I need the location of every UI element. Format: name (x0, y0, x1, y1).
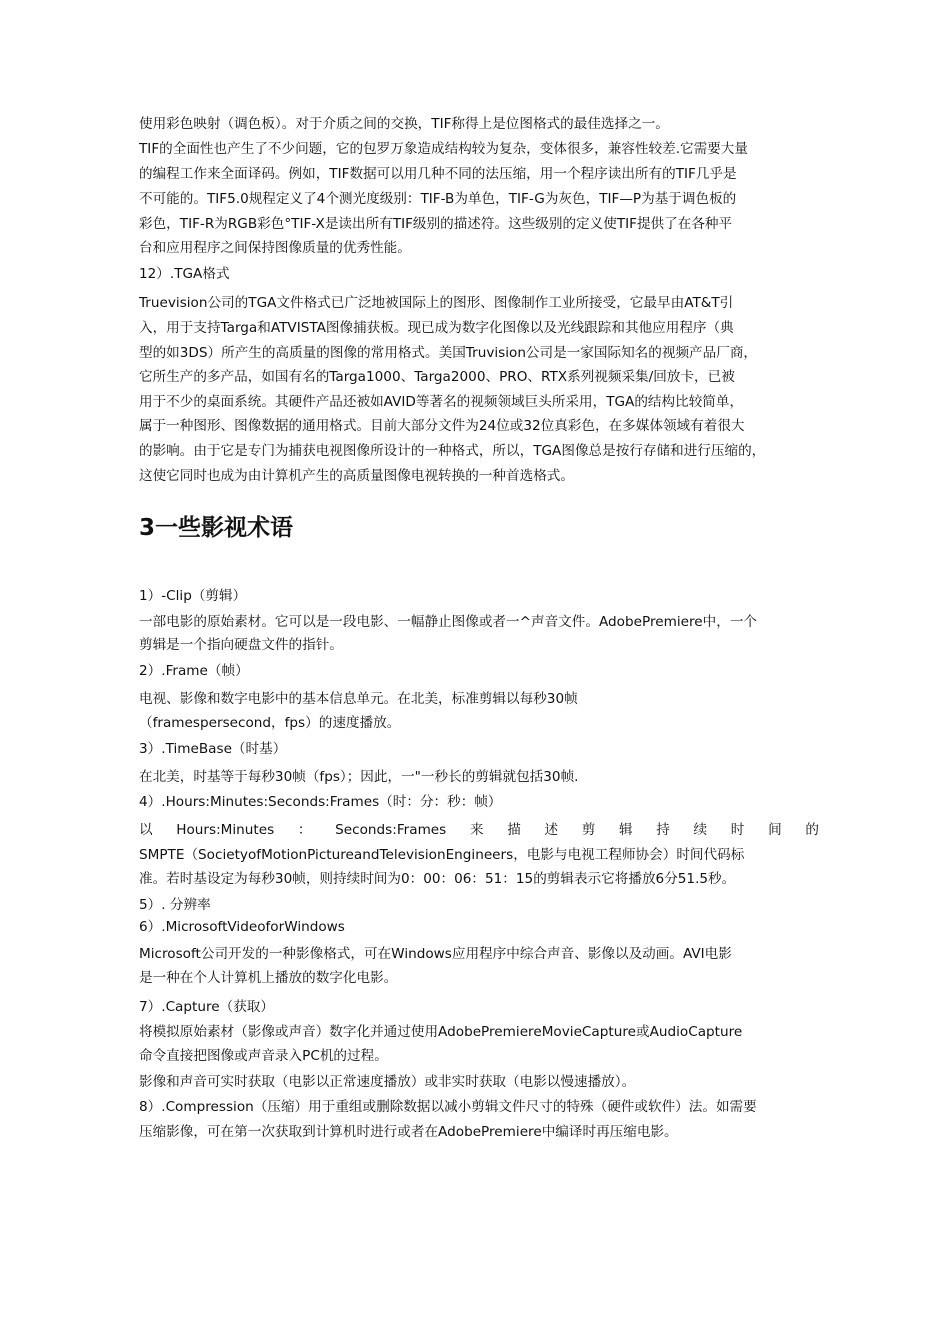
term-heading: 3）.TimeBase（时基） (139, 741, 287, 757)
word: 剪 (581, 822, 596, 838)
paragraph-line: Microsoft公司开发的一种影像格式，可在Windows应用程序中综合声音、影像以及动画。AVI电影 (139, 946, 732, 962)
paragraph-line: 的编程工作来全面译码。例如，TIF数据可以用几种不同的法压缩，用一个程序读出所有的TIF几乎是 (139, 166, 737, 182)
paragraph-line: 将模拟原始素材（影像或声音）数字化并通过使用AdobePremiereMovieCapture或AudioCapture (139, 1024, 743, 1040)
paragraph-line: 电视、影像和数字电影中的基本信息单元。在北美，标准剪辑以每秒30帧 (139, 691, 578, 707)
paragraph-line: 入，用于支持Targa和ATVISTA图像捕获板。现已成为数字化图像以及光线跟踪和其他应用程序（典 (139, 320, 734, 336)
word: Hours:Minutes (176, 822, 275, 838)
section-subheading: 12）.TGA格式 (139, 266, 230, 282)
paragraph-line: TIF的全面性也产生了不少问题，它的包罗万象造成结构较为复杂，变体很多，兼容性较差.它需要大量 (139, 141, 748, 157)
paragraph-line: 属于一种图形、图像数据的通用格式。目前大部分文件为24位或32位真彩色，在多媒体领域有着很大 (139, 418, 745, 434)
paragraph-line: 用于不少的桌面系统。其硬件产品还被如AVID等著名的视频领域巨头所采用，TGA的结构比较简单， (139, 394, 744, 410)
paragraph-line: Truevision公司的TGA文件格式已广泛地被国际上的图形、图像制作工业所接受，它最早由AT&T引 (139, 295, 734, 311)
word: 的 (805, 822, 819, 838)
paragraph-line: （framespersecond，fps）的速度播放。 (139, 715, 401, 731)
section-heading: 3一些影视术语 (139, 515, 294, 541)
term-heading: 7）.Capture（获取） (139, 999, 274, 1015)
paragraph-line: 命令直接把图像或声音录入PC机的过程。 (139, 1048, 388, 1064)
word: Seconds:Frames (335, 822, 447, 838)
paragraph-line: 台和应用程序之间保持图像质量的优秀性能。 (139, 240, 411, 256)
justified-line (139, 818, 819, 842)
paragraph-line: 在北美，时基等于每秒30帧（fps）；因此，一"一秒长的剪辑就包括30帧. (139, 769, 579, 785)
paragraph-line: 的影响。由于它是专门为捕获电视图像所设计的一种格式，所以，TGA图像总是按行存储和进行压缩的， (139, 443, 766, 459)
term-heading: 1）-Clip（剪辑） (139, 588, 247, 604)
paragraph-line: 不可能的。TIF5.0规程定义了4个测光度级别：TIF-B为单色，TIF-G为灰色，TIF—P为基于调色板的 (139, 191, 737, 207)
paragraph-line: 压缩影像，可在第一次获取到计算机时进行或者在AdobePremiere中编译时再压缩电影。 (139, 1124, 678, 1140)
paragraph-line: 准。若时基设定为每秒30帧，则持续时间为0：00：06：51：15的剪辑表示它将播放6分51.5秒。 (139, 871, 736, 887)
paragraph-line: 剪辑是一个指向硬盘文件的指针。 (139, 637, 343, 653)
term-heading: 2）.Frame（帧） (139, 663, 249, 679)
word: 辑 (619, 822, 633, 838)
word: 述 (544, 822, 559, 838)
word: 续 (693, 822, 708, 838)
word: ： (297, 822, 312, 838)
word: 持 (656, 822, 670, 838)
term-heading: 5）. 分辨率 (139, 897, 211, 913)
word: 间 (768, 822, 782, 838)
paragraph-line: 影像和声音可实时获取（电影以正常速度播放）或非实时获取（电影以慢速播放）。 (139, 1074, 636, 1090)
term-heading: 6）.MicrosoftVideoforWindows (139, 919, 345, 935)
paragraph-line: 使用彩色映射（调色板）。对于介质之间的交换，TIF称得上是位图格式的最佳选择之一。 (139, 116, 669, 132)
term-heading: 4）.Hours:Minutes:Seconds:Frames（时：分：秒：帧） (139, 794, 502, 810)
paragraph-line: 这使它同时也成为由计算机产生的高质量图像电视转换的一种首选格式。 (139, 468, 574, 484)
paragraph-line: 是一种在个人计算机上播放的数字化电影。 (139, 970, 398, 986)
paragraph-line: 8）.Compression（压缩）用于重组或删除数据以减小剪辑文件尺寸的特殊（硬件或软件）法。如需要 (139, 1099, 757, 1115)
paragraph-line: SMPTE（SocietyofMotionPictureandTelevisionEngineers，电影与电视工程师协会）时间代码标 (139, 847, 745, 863)
paragraph-line: 彩色，TIF-R为RGB彩色°TIF-X是读出所有TIF级别的描述符。这些级别的定义使TIF提供了在各种平 (139, 216, 733, 232)
word: 时 (730, 822, 745, 838)
paragraph-line: 它所生产的多产品，如国有名的Targa1000、Targa2000、PRO、RTX系列视频采集/回放卡，已被 (139, 369, 735, 385)
paragraph-line: 型的如3DS）所产生的高质量的图像的常用格式。美国Truvision公司是一家国际知名的视频产品厂商， (139, 345, 758, 361)
word: 描 (507, 822, 521, 838)
paragraph-line: 一部电影的原始素材。它可以是一段电影、一幅静止图像或者一^声音文件。AdobePremiere中，一个 (139, 614, 758, 630)
word: 以 (139, 822, 153, 838)
word: 来 (469, 822, 484, 838)
